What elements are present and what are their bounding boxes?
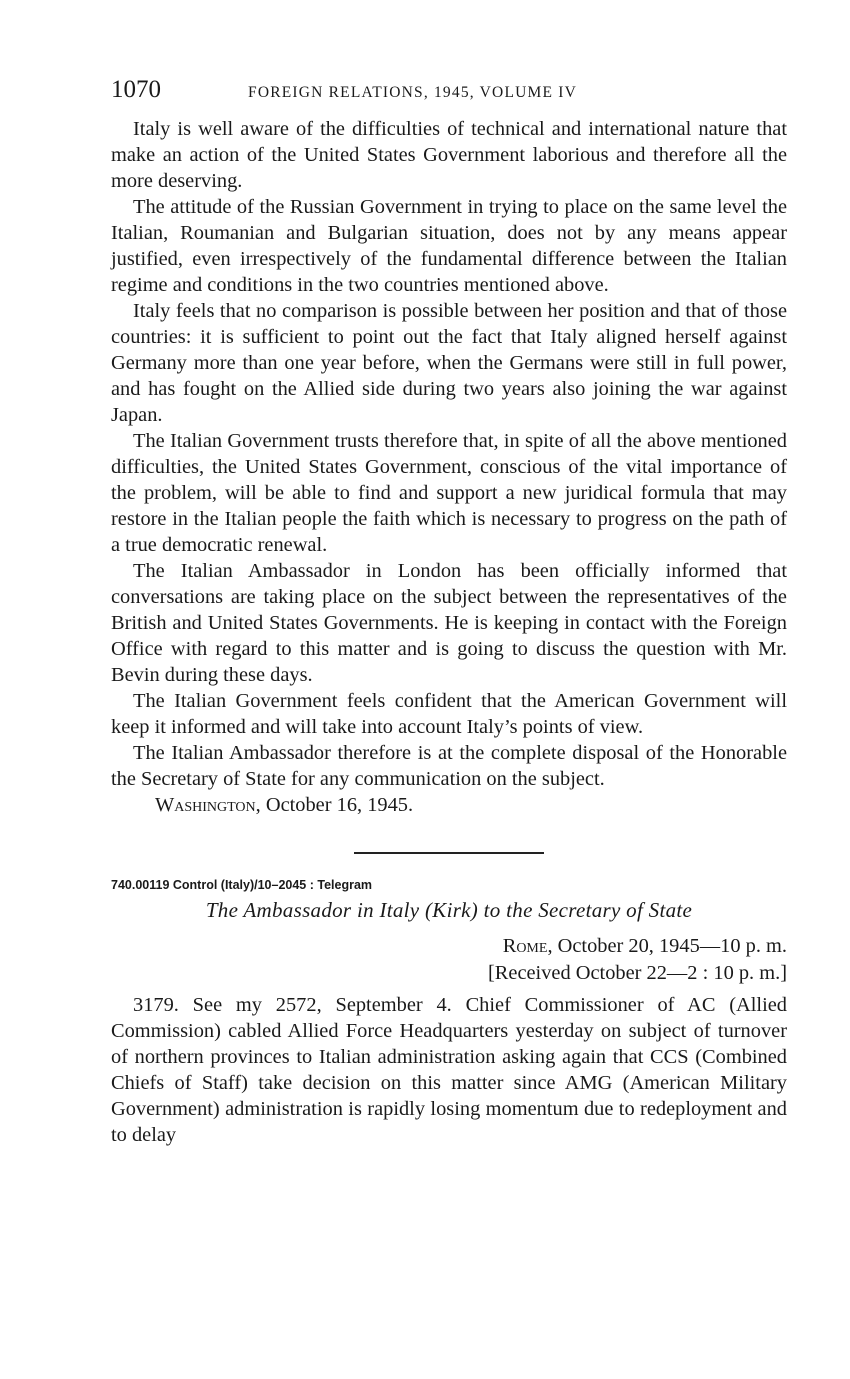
paragraph: The Italian Ambassador in London has been officially informed that conversations are taking place on the subject between the representatives of the British and United States Governments. He is keeping in contact with the Foreign Office with regard to this matter and is going to discuss the question with Mr. Bevin during these days.: [111, 560, 787, 686]
telegram-body: [111, 992, 787, 1148]
received-line: [Received October 22—2 : 10 p. m.]: [488, 962, 787, 984]
paragraph: Italy is well aware of the difficulties of technical and international nature that make an action of the United States Government laborious and therefore all the more deserving.: [111, 118, 787, 192]
telegram-dateline: [111, 933, 787, 987]
paragraph: 3179. See my 2572, September 4. Chief Commissioner of AC (Allied Commission) cabled Allied Force Headquarters yesterday on subject of turnover of northern provinces to Italian administration asking again that CCS (Combined Chiefs of Staff) take decision on this matter since AMG (American Military Government) administration is rapidly losing momentum due to redeployment and to delay: [111, 994, 787, 1146]
dateline-time: , October 20, 1945—10 p. m.: [547, 935, 787, 957]
section-divider: [354, 852, 544, 854]
sent-line: [111, 933, 787, 960]
signature-date: , October 16, 1945.: [255, 794, 414, 816]
paragraph: The Italian Government feels confident that the American Government will keep it informed and will take into account Italy’s points of view.: [111, 690, 787, 738]
signature-dateline: [111, 792, 787, 818]
page-number: 1070: [111, 76, 161, 103]
document-page: [111, 76, 787, 1148]
paragraph: Italy feels that no comparison is possible between her position and that of those countries: it is sufficient to point out the fact that Italy aligned herself against Germany more than one year before, when the Germans were still in full power, and has fought on the Allied side during two years also joining the war against Japan.: [111, 300, 787, 426]
document-title: The Ambassador in Italy (Kirk) to the Secretary of State: [205, 898, 693, 922]
dateline-place: Rome: [502, 935, 548, 957]
page-header: [111, 76, 787, 116]
paragraph: The attitude of the Russian Government in trying to place on the same level the Italian, Roumanian and Bulgarian situation, does not by any means appear justified, even irrespectively of the fundamental difference between the Italian regime and conditions in the two countries mentioned above.: [111, 196, 787, 296]
running-title: FOREIGN RELATIONS, 1945, VOLUME IV: [248, 84, 577, 101]
file-reference: 740.00119 Control (Italy)/10–2045 : Telegram: [111, 878, 373, 892]
paragraph: The Italian Ambassador therefore is at the complete disposal of the Honorable the Secretary of State for any communication on the subject.: [111, 742, 787, 790]
memorandum-body: [111, 116, 787, 818]
signature-place: Washington: [155, 794, 256, 816]
paragraph: The Italian Government trusts therefore that, in spite of all the above mentioned difficulties, the United States Government, conscious of the vital importance of the problem, will be able to find and support a new juridical formula that may restore in the Italian people the faith which is necessary to progress on the path of a true democratic renewal.: [111, 430, 787, 556]
